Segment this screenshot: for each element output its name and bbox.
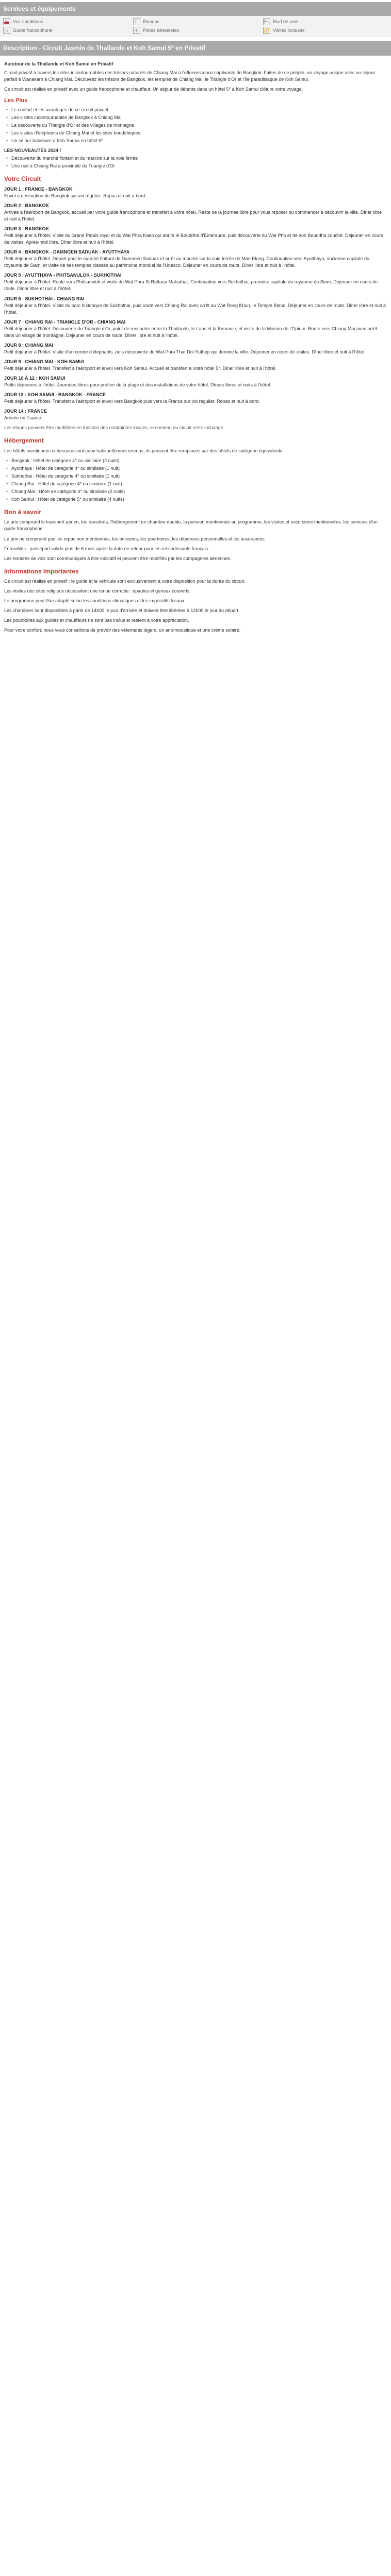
day-body: Arrivée à l'aéroport de Bangkok, accueil par votre guide francophone et transfert à votre hôtel. Reste de la journée libre pour vous reposer ou commencer à découvrir la ville. Dîner libre et nuit à l'hôtel. bbox=[4, 210, 382, 222]
news-title: LES NOUVEAUTÉS 2024 ! bbox=[4, 148, 61, 154]
list-item: • Chiang Mai : Hôtel de catégorie 4* ou similaire (2 nuits) bbox=[11, 488, 387, 495]
moon-icon: ☾ bbox=[133, 18, 140, 25]
day-title: JOUR 9 : CHIANG MAI - KOH SAMUI bbox=[4, 359, 84, 364]
itinerary-title: Votre Circuit bbox=[4, 175, 41, 183]
day-item bbox=[4, 342, 387, 355]
day-body: Petit déjeuner à l'hôtel. Visite du Grand Palais royal et du Wat Phra Kaeo qui abrite le Bouddha d'Émeraude, puis découverte du Wat Pho et de son Bouddha couché. Déjeuner en cours de visites. Après-midi libre. Dîner libre et nuit à l'hôtel. bbox=[4, 233, 383, 245]
day-title: JOUR 10 À 12 : KOH SAMUI bbox=[4, 376, 66, 381]
day-body: Petit déjeuner à l'hôtel. Transfert à l'aéroport et envol vers Bangkok puis vers la France sur vol régulier. Repas et nuit à bord. bbox=[4, 399, 260, 404]
day-title: JOUR 6 : SUKHOTHAI - CHIANG RAI bbox=[4, 296, 85, 301]
important-paragraph: Pour votre confort, nous vous conseillons de prévoir des vêtements légers, un anti-moustique et une crème solaire. bbox=[4, 628, 241, 633]
content bbox=[0, 56, 391, 640]
day-body: Petit déjeuner à l'hôtel. Transfert à l'aéroport et envol vers Koh Samui. Accueil et transfert à votre hôtel 5*. Dîner libre et nuit à l'hôtel. bbox=[4, 365, 276, 371]
good-to-know-paragraph: Les horaires de vols sont communiqués à titre indicatif et peuvent être modifiés par les compagnies aériennes. bbox=[4, 555, 232, 561]
day-title: JOUR 13 : KOH SAMUI - BANGKOK - FRANCE bbox=[4, 392, 106, 398]
day-item bbox=[4, 359, 387, 372]
important-paragraph: Les chambres sont disponibles à partir de 14h00 le jour d'arrivée et doivent être libérées à 12h00 le jour du départ. bbox=[4, 608, 240, 614]
important-title: Informations Importantes bbox=[4, 567, 79, 575]
compass-icon: 🧭 bbox=[264, 28, 270, 33]
day-title: JOUR 8 : CHIANG MAI bbox=[4, 342, 54, 348]
day-title: JOUR 14 : FRANCE bbox=[4, 409, 47, 414]
itinerary-days bbox=[4, 186, 387, 421]
important-paragraph: Les pourboires aux guides et chauffeurs ne sont pas inclus et restent à votre appréciation. bbox=[4, 618, 189, 623]
service-item bbox=[3, 18, 128, 25]
important-paragraph: Les visites des sites religieux nécessitent une tenue correcte : épaules et genoux couverts. bbox=[4, 588, 191, 594]
good-to-know-title: Bon à savoir bbox=[4, 509, 42, 516]
day-body: Petit déjeuner à l'hôtel. Route vers Phitsanulok et visite du Wat Phra Si Rattana Mahathat. Continuation vers Sukhothai, première capitale du royaume du Siam. Déjeuner en cours de route. Dîner libre et nuit à l'hôtel. bbox=[4, 279, 378, 292]
star-icon: ☆ bbox=[3, 27, 10, 34]
day-item bbox=[4, 319, 387, 339]
description-subtitle: Autotour de la Thaïlande et Koh Samui en Privatif bbox=[4, 61, 113, 66]
good-to-know-paragraph: Le prix ne comprend pas les repas non mentionnés, les boissons, les pourboires, les dépenses personnelles et les assurances. bbox=[4, 536, 266, 541]
hotels-intro: Les hôtels mentionnés ci-dessous sont ceux habituellement retenus, ils peuvent être remplacés par des hôtels de catégorie équivalente. bbox=[4, 448, 284, 453]
list-item: • La découverte du Triangle d'Or et des villages de montagne bbox=[11, 122, 387, 129]
list-item: • Les visites incontournables de Bangkok à Chiang Mai bbox=[11, 114, 387, 121]
good-to-know-paragraph: Formalités : passeport valide plus de 6 mois après la date de retour pour les ressortissants français. bbox=[4, 546, 209, 551]
day-body: Petits déjeuners à l'hôtel. Journées libres pour profiter de la plage et des installations de votre hôtel. Dîners libres et nuits à l'hôtel. bbox=[4, 382, 271, 388]
hotels-title: Hébergement bbox=[4, 437, 44, 445]
list-item: • Les visites d'éléphants de Chiang Mai et les sites bouddhiques bbox=[11, 130, 387, 137]
service-label: Pistes désservies bbox=[143, 27, 180, 33]
service-item bbox=[133, 18, 258, 25]
list-item: • Un séjour balnéaire à Koh Samui en hôtel 5* bbox=[11, 138, 387, 144]
service-item bbox=[263, 18, 388, 25]
services-banner: Services et équipements bbox=[0, 2, 391, 16]
points-list bbox=[11, 107, 387, 144]
services-grid bbox=[0, 16, 391, 37]
list-item: • Chiang Rai : Hôtel de catégorie 4* ou similaire (1 nuit) bbox=[11, 481, 387, 487]
intro bbox=[4, 70, 387, 93]
intro-paragraph: Circuit privatif à travers les sites incontournables des trésors naturels de Chiang Mai à l'effervescence captivante de Bangkok. Faites de ce périple, un voyage unique avec un séjour parfait à Wanakarn à Chiang Mai. Découvrez les trésors de Bangkok, les temples de Chiang Mai, le Triangle d'Or et l'île paradisiaque de Koh Samui. bbox=[4, 70, 375, 82]
service-item bbox=[3, 27, 128, 34]
day-item bbox=[4, 408, 387, 421]
list-item: • Sukhothai : Hôtel de catégorie 4* ou similaire (1 nuit) bbox=[11, 473, 387, 480]
list-item: • Le confort et les avantages de ce circuit privatif bbox=[11, 107, 387, 113]
day-item bbox=[4, 296, 387, 316]
hotels-list bbox=[11, 457, 387, 503]
day-title: JOUR 7 : CHIANG RAI - TRIANGLE D'OR - CHIANG MAI bbox=[4, 319, 126, 325]
day-item bbox=[4, 272, 387, 292]
service-label: Voir conditions bbox=[13, 19, 43, 24]
day-body: Petit déjeuner à l'hôtel. Départ pour le marché flottant de Damnoen Saduak et arrêt au marché sur la voie ferrée de Mae Klong. Continuation vers Ayutthaya, ancienne capitale du royaume de Siam, et visite de ses temples classés au patrimoine mondial de l'Unesco. Déjeuner en cours de route. Dîner libre et nuit à l'hôtel. bbox=[4, 256, 369, 268]
good-to-know-paragraph: Le prix comprend le transport aérien, les transferts, l'hébergement en chambre double, la pension mentionnée au programme, les visites et excursions mentionnées, les services d'un guide francophone. bbox=[4, 519, 378, 532]
points-title: Les Plus bbox=[4, 97, 28, 104]
intro-paragraph: Ce circuit est réalisé en privatif avec un guide francophone et chauffeur. Un séjour de détente dans un hôtel 5* à Koh Samui clôture votre voyage. bbox=[4, 87, 303, 92]
service-label: Visites incluses bbox=[273, 27, 305, 33]
list-item: • Découverte du marché flottant et du marché sur la voie ferrée bbox=[11, 155, 387, 162]
list-item: • Ayutthaya : Hôtel de catégorie 4* ou similaire (1 nuit) bbox=[11, 465, 387, 472]
day-item bbox=[4, 392, 387, 405]
day-body: Envol à destination de Bangkok sur vol régulier. Repas et nuit à bord. bbox=[4, 193, 146, 198]
day-body: Arrivée en France. bbox=[4, 415, 43, 421]
day-body: Petit déjeuner à l'hôtel. Visite du parc historique de Sukhothai, puis route vers Chiang Rai avec arrêt au Wat Rong Khun, le Temple Blanc. Déjeuner en cours de route. Dîner libre et nuit à l'hôtel. bbox=[4, 302, 386, 315]
service-item bbox=[263, 27, 388, 34]
day-title: JOUR 1 : FRANCE - BANGKOK bbox=[4, 186, 73, 192]
day-item bbox=[4, 226, 387, 246]
plane-icon: ✈ bbox=[133, 27, 140, 34]
bed-icon: 🛏 bbox=[264, 19, 270, 25]
news-list bbox=[11, 155, 387, 170]
day-title: JOUR 5 : AYUTTHAYA - PHITSANULOK - SUKHOTHAI bbox=[4, 273, 122, 278]
service-label: Bivd de voie bbox=[273, 19, 299, 24]
important-paragraph: Ce circuit est réalisé en privatif : le guide et le véhicule sont exclusivement à votre disposition pour la durée du circuit. bbox=[4, 579, 246, 584]
day-title: JOUR 2 : BANGKOK bbox=[4, 202, 50, 208]
day-title: JOUR 4 : BANGKOK - DAMNOEN SADUAK - AYUTTHAYA bbox=[4, 249, 130, 255]
list-item: • Bangkok : Hôtel de catégorie 4* ou similaire (2 nuits) bbox=[11, 457, 387, 464]
list-item: • Koh Samui : Hôtel de catégorie 5* ou similaire (4 nuits) bbox=[11, 496, 387, 503]
day-body: Petit déjeuner à l'hôtel. Découverte du Triangle d'Or, point de rencontre entre la Thaïlande, le Laos et la Birmanie, et visite de la Maison de l'Opium. Route vers Chiang Mai avec arrêt dans un village de montagne. Déjeuner en cours de route. Dîner libre et nuit à l'hôtel. bbox=[4, 326, 377, 338]
service-label: Guide francophone bbox=[13, 27, 53, 33]
list-item: • Une nuit à Chiang Rai à proximité du Triangle d'Or bbox=[11, 163, 387, 170]
day-item bbox=[4, 249, 387, 269]
page bbox=[0, 2, 391, 650]
day-body: Petit déjeuner à l'hôtel. Visite d'un centre d'éléphants, puis découverte du Wat Phra That Doi Suthep qui domine la ville. Déjeuner en cours de visites. Dîner libre et nuit à l'hôtel. bbox=[4, 349, 366, 354]
day-item bbox=[4, 375, 387, 388]
service-item bbox=[133, 27, 258, 34]
service-label: Bivouac bbox=[143, 19, 160, 24]
description-title: Description - Circuit Jasmin de Thaïlande et Koh Samui 5* en Privatif bbox=[0, 41, 391, 56]
day-item bbox=[4, 186, 387, 199]
day-title: JOUR 3 : BANGKOK bbox=[4, 226, 50, 232]
itinerary-note: Les étapes peuvent être modifiées en fonction des contraintes locales, le contenu du circuit reste inchangé. bbox=[4, 425, 225, 431]
day-item bbox=[4, 202, 387, 223]
important-paragraph: Le programme peut être adapté selon les conditions climatiques et les impératifs locaux. bbox=[4, 598, 186, 604]
car-icon: 🚗 bbox=[4, 19, 10, 25]
